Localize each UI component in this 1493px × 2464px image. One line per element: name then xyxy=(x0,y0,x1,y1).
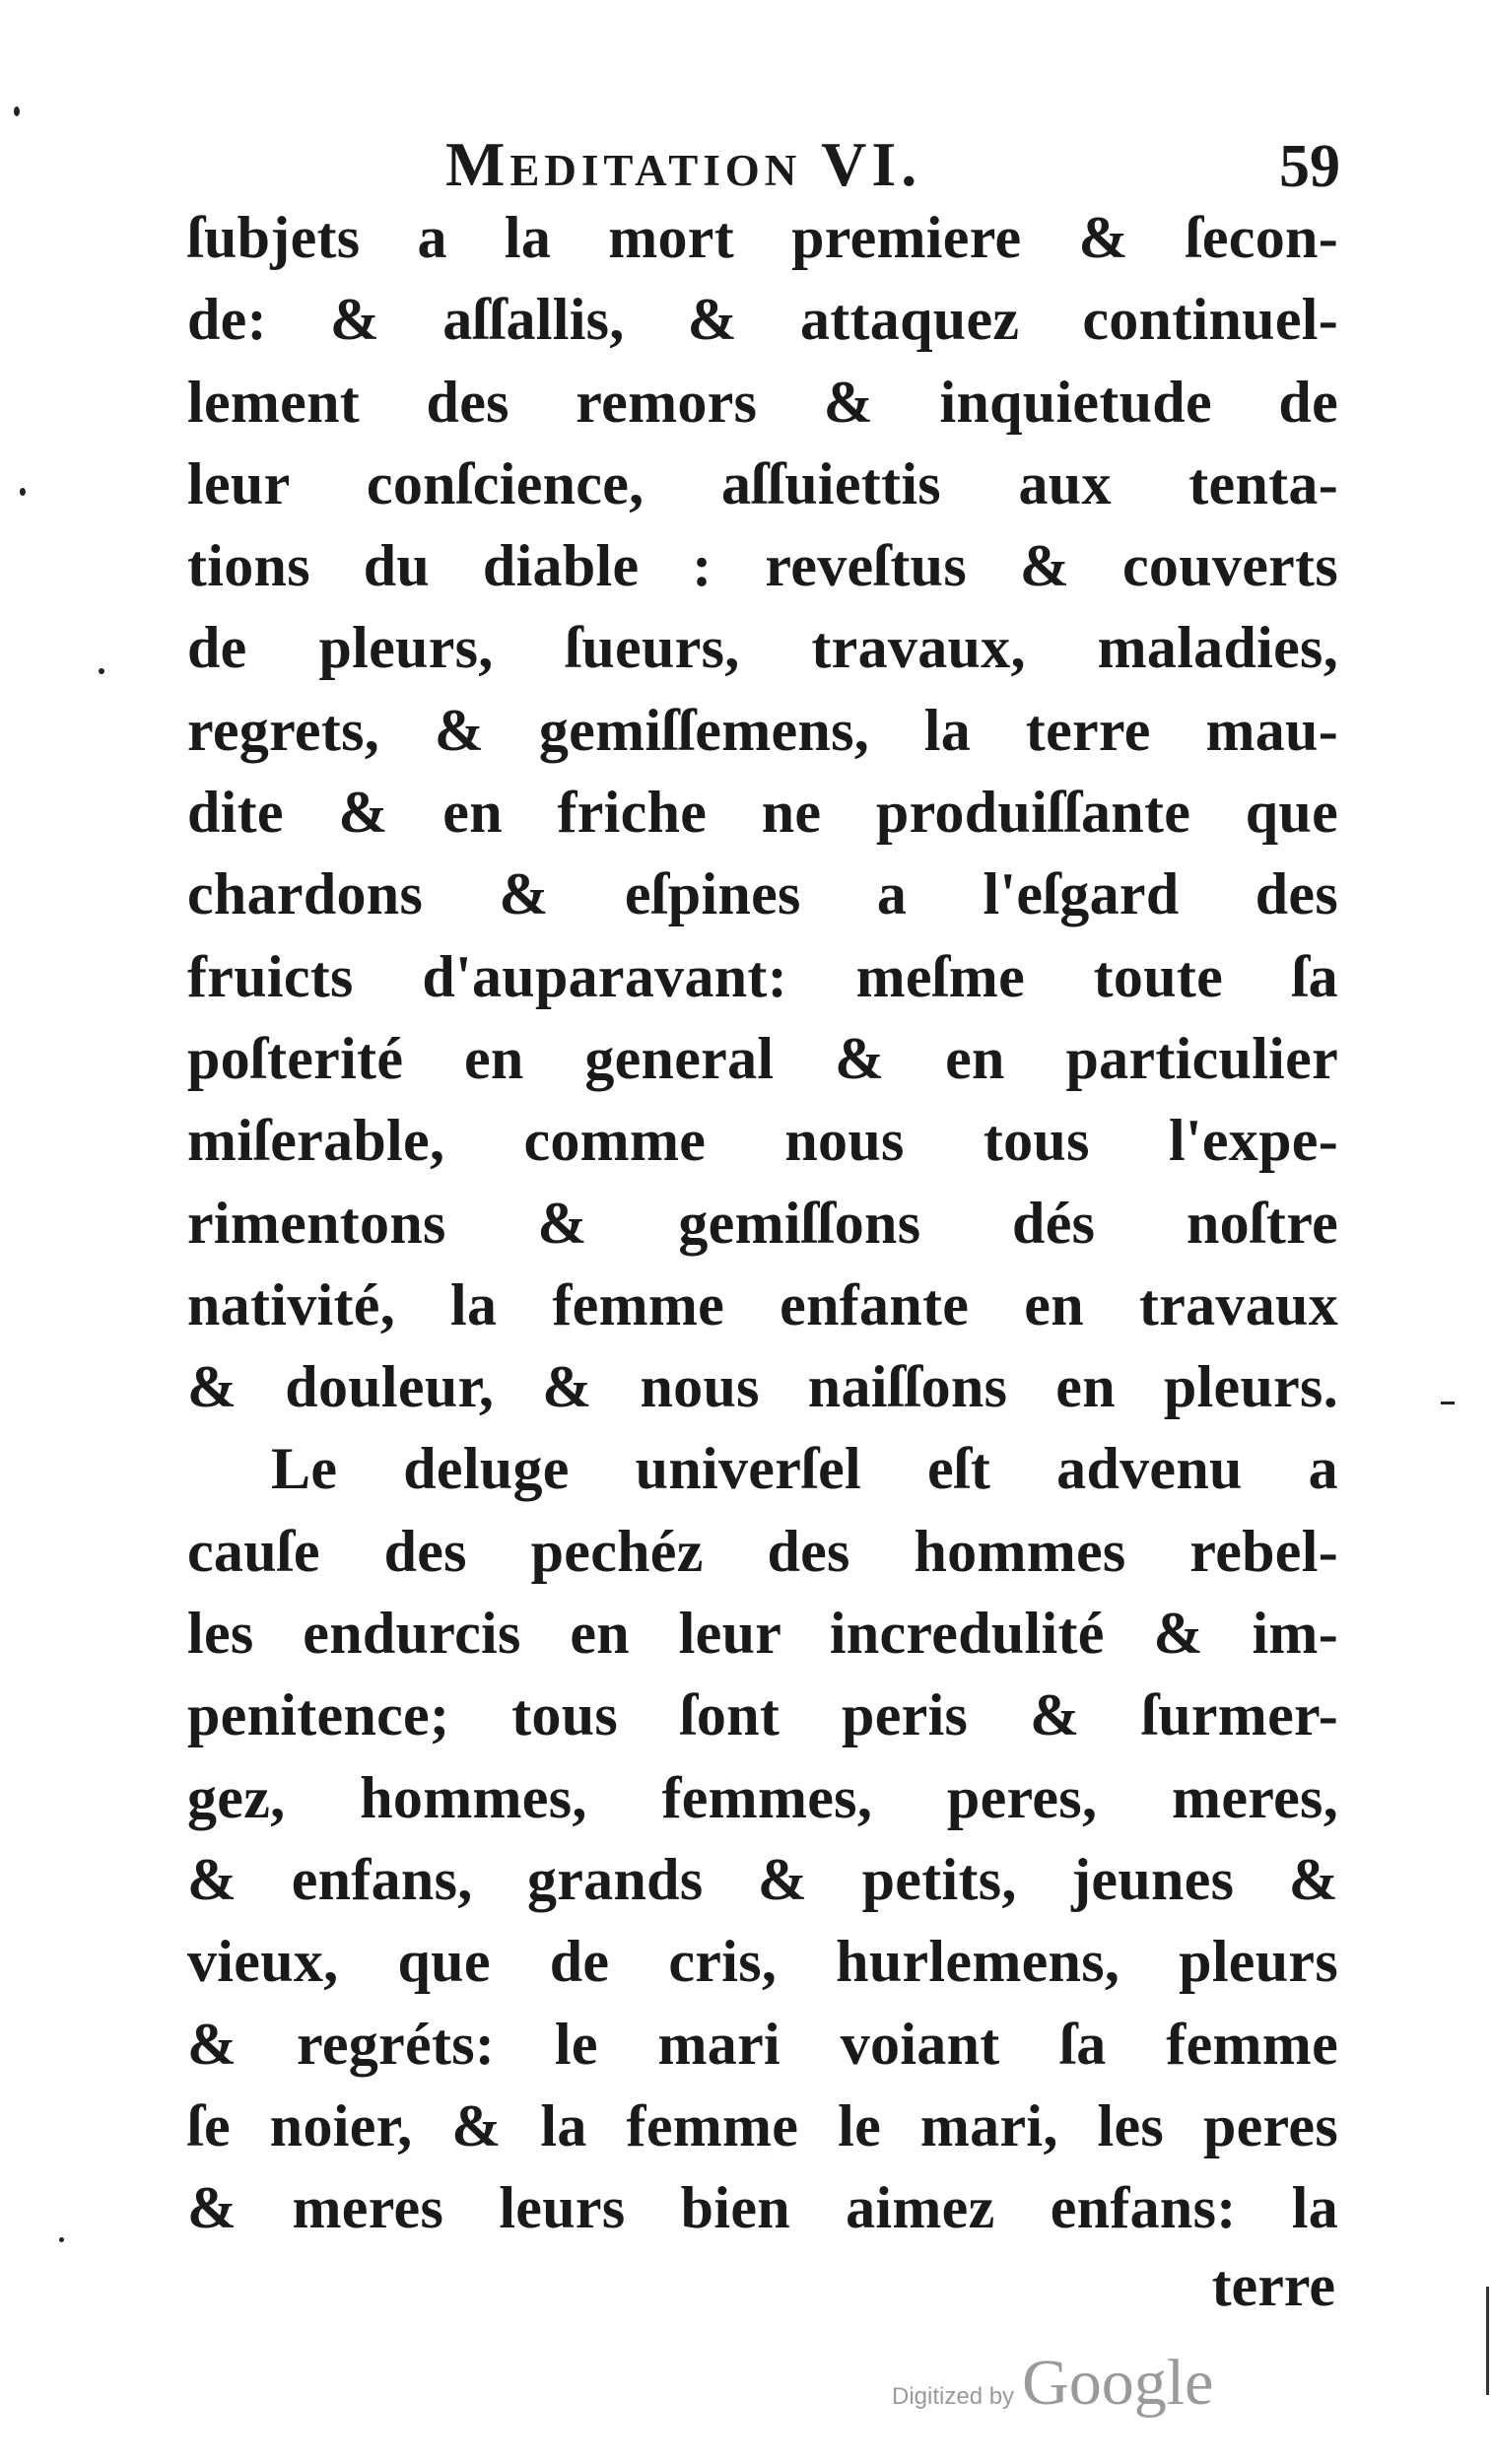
text-line xyxy=(187,1839,1338,1921)
text-line-content: de pleurs, ſueurs, travaux, maladies, xyxy=(187,615,1338,681)
text-line-content: dite & en friche ne produiſſante que xyxy=(187,780,1338,846)
digitization-watermark xyxy=(892,2346,1213,2421)
text-line xyxy=(187,854,1338,935)
text-line xyxy=(187,1346,1338,1428)
text-line xyxy=(187,444,1338,525)
digitized-by-label: Digitized by xyxy=(892,2383,1015,2410)
text-line-content: miſerable, comme nous tous l'expe- xyxy=(187,1108,1338,1174)
text-line xyxy=(187,1511,1338,1593)
text-line-content: chardons & eſpines a l'eſgard des xyxy=(187,861,1338,927)
text-line xyxy=(187,2086,1338,2167)
text-line-content: leur conſcience, aſſuiettis aux tenta- xyxy=(187,450,1338,516)
text-line-content: fruicts d'auparavant: meſme toute ſa xyxy=(187,943,1338,1009)
text-line-content: cauſe des pechéz des hommes rebel- xyxy=(187,1518,1338,1584)
text-line xyxy=(187,1921,1338,2003)
text-line-content: lement des remors & inquietude de xyxy=(187,369,1338,435)
text-line xyxy=(187,197,1338,279)
text-line-content: vieux, que de cris, hurlemens, pleurs xyxy=(187,1929,1338,1995)
text-line xyxy=(187,1675,1338,1756)
google-logo: Google xyxy=(1022,2347,1214,2419)
text-line xyxy=(187,1183,1338,1265)
scan-speck xyxy=(14,106,20,116)
text-line xyxy=(187,936,1338,1018)
text-line-content: & douleur, & nous naiſſons en pleurs. xyxy=(187,1354,1338,1420)
text-line-content: ſe noier, & la femme le mari, les peres xyxy=(187,2092,1338,2158)
text-line xyxy=(187,2167,1338,2249)
text-line-content: Le deluge univerſel eſt advenu a xyxy=(271,1436,1338,1502)
scan-speck xyxy=(99,668,104,674)
text-line xyxy=(187,279,1338,361)
text-line-content: gez, hommes, femmes, peres, meres, xyxy=(187,1764,1338,1830)
page-header xyxy=(187,128,1340,207)
text-line xyxy=(187,1018,1338,1100)
page-edge xyxy=(1486,2287,1489,2395)
page-body xyxy=(187,197,1338,2249)
text-line xyxy=(187,1757,1338,1839)
running-title: Meditation VI. xyxy=(445,129,922,199)
page-number: 59 xyxy=(1279,133,1340,200)
text-line xyxy=(187,1100,1338,1182)
scan-speck xyxy=(59,2237,64,2242)
text-line-content: poſterité en general & en particulier xyxy=(187,1025,1338,1091)
text-line xyxy=(187,607,1338,689)
text-line-content: & meres leurs bien aimez enfans: la xyxy=(187,2175,1338,2241)
text-line-content: & enfans, grands & petits, jeunes & xyxy=(187,1846,1338,1912)
text-line-content: de: & aſſallis, & attaquez continuel- xyxy=(187,287,1338,353)
text-line-content: penitence; tous ſont peris & ſurmer- xyxy=(187,1682,1338,1748)
text-line xyxy=(187,1593,1338,1675)
text-line xyxy=(187,1428,1338,1510)
text-line-content: ſubjets a la mort premiere & ſecon- xyxy=(187,205,1338,270)
text-line xyxy=(187,772,1338,854)
scan-speck xyxy=(1441,1402,1455,1404)
text-line-content: regrets, & gemiſſemens, la terre mau- xyxy=(187,697,1338,763)
text-line xyxy=(187,1265,1338,1346)
scan-speck xyxy=(20,488,26,496)
catchword: terre xyxy=(1211,2253,1335,2318)
text-line xyxy=(187,525,1338,607)
text-line xyxy=(187,362,1338,444)
text-line xyxy=(187,690,1338,772)
text-line-content: tions du diable : reveſtus & couverts xyxy=(187,533,1338,599)
text-line-content: & regréts: le mari voiant ſa femme xyxy=(187,2011,1338,2077)
text-line-content: nativité, la femme enfante en travaux xyxy=(187,1271,1338,1337)
text-line xyxy=(187,2004,1338,2086)
text-line-content: les endurcis en leur incredulité & im- xyxy=(187,1601,1338,1667)
text-line-content: rimentons & gemiſſons dés noſtre xyxy=(187,1190,1338,1256)
